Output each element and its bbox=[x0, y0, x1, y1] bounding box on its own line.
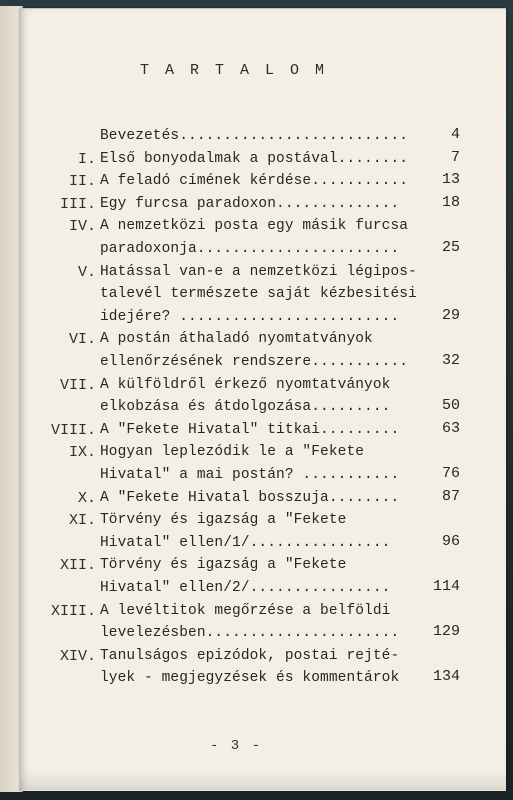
chapter-title-line: Tanulságos epizódok, postai rejté- bbox=[100, 647, 400, 664]
toc-line bbox=[38, 648, 470, 670]
toc-line bbox=[38, 377, 470, 399]
toc-line bbox=[38, 331, 470, 353]
toc-line bbox=[38, 399, 470, 421]
chapter-title-line: idejére? ......................... bbox=[100, 308, 400, 325]
chapter-title-line: Egy furcsa paradoxon.............. bbox=[100, 195, 400, 212]
toc-line bbox=[38, 354, 470, 376]
toc-line bbox=[38, 173, 470, 195]
chapter-title-line: A postán áthaladó nyomtatványok bbox=[100, 331, 373, 348]
chapter-page-number: 13 bbox=[441, 171, 460, 189]
toc-line bbox=[38, 444, 470, 466]
toc-line bbox=[38, 532, 470, 557]
page-bottom-shadow bbox=[20, 770, 506, 790]
chapter-page-number: 96 bbox=[441, 532, 460, 550]
chapter-page-number: 29 bbox=[441, 306, 460, 324]
toc-line bbox=[38, 512, 470, 534]
chapter-title-line: A "Fekete Hivatal bosszuja........ bbox=[100, 489, 400, 506]
toc-line bbox=[38, 241, 470, 263]
page-title: TARTALOM bbox=[140, 62, 341, 79]
toc-line bbox=[38, 580, 470, 602]
chapter-title-line: lyek - megjegyzések és kommentárok bbox=[100, 670, 400, 687]
chapter-number: XII. bbox=[59, 557, 96, 575]
chapter-title-line: Hatással van-e a nemzetközi légipos- bbox=[100, 263, 417, 280]
chapter-number: XIII. bbox=[50, 602, 96, 620]
chapter-title-line: A "Fekete Hivatal" titkai......... bbox=[100, 421, 400, 438]
chapter-title-line: A feladó címének kérdése........... bbox=[100, 173, 409, 190]
chapter-page-number: 50 bbox=[441, 397, 460, 415]
chapter-number: II. bbox=[68, 173, 96, 191]
chapter-number: IX. bbox=[68, 444, 96, 462]
toc-line bbox=[38, 670, 470, 692]
chapter-number: IV. bbox=[68, 218, 96, 236]
toc-line bbox=[38, 557, 470, 579]
chapter-page-number: 25 bbox=[441, 239, 460, 256]
toc-line bbox=[38, 306, 470, 331]
chapter-page-number: 7 bbox=[450, 148, 460, 166]
chapter-title-line: Bevezetés.......................... bbox=[100, 128, 409, 144]
chapter-title-line: ellenőrzésének rendszere........... bbox=[100, 354, 409, 370]
toc-line bbox=[38, 128, 470, 150]
toc-line bbox=[38, 286, 470, 308]
chapter-page-number: 32 bbox=[441, 352, 460, 369]
toc-line bbox=[38, 148, 470, 173]
toc-line bbox=[38, 625, 470, 647]
chapter-title-line: elkobzása és átdolgozása......... bbox=[100, 399, 391, 416]
chapter-page-number: 76 bbox=[441, 465, 460, 482]
chapter-title-line: A külföldről érkező nyomtatványok bbox=[100, 376, 391, 393]
chapter-page-number: 18 bbox=[441, 193, 460, 211]
chapter-page-number: 129 bbox=[432, 623, 460, 641]
page-number-footer: - 3 - bbox=[210, 738, 263, 754]
toc-line bbox=[38, 487, 470, 512]
chapter-title-line: A nemzetközi posta egy másik furcsa bbox=[100, 218, 409, 235]
chapter-page-number: 63 bbox=[441, 419, 460, 437]
chapter-number: III. bbox=[59, 195, 96, 213]
chapter-title-line: Törvény és igazság a "Fekete bbox=[100, 557, 347, 574]
toc-line bbox=[38, 218, 470, 240]
chapter-title-line: Hivatal" a mai postán? ........... bbox=[100, 467, 400, 483]
chapter-title-line: Hivatal" ellen/1/................ bbox=[100, 534, 391, 551]
toc-line bbox=[38, 419, 470, 444]
chapter-number: VIII. bbox=[50, 421, 96, 439]
toc-line bbox=[38, 264, 470, 286]
chapter-number: I. bbox=[77, 150, 96, 168]
chapter-number: X. bbox=[77, 489, 96, 507]
chapter-page-number: 114 bbox=[432, 578, 460, 595]
chapter-title-line: Törvény és igazság a "Fekete bbox=[100, 512, 347, 529]
chapter-number: XIV. bbox=[59, 647, 96, 665]
chapter-number: VI. bbox=[68, 331, 96, 349]
toc-line bbox=[38, 603, 470, 625]
chapter-title-line: Első bonyodalmak a postával........ bbox=[100, 150, 409, 167]
chapter-title-line: A levéltitok megőrzése a belföldi bbox=[100, 602, 391, 619]
chapter-page-number: 134 bbox=[432, 668, 460, 686]
chapter-page-number: 4 bbox=[450, 126, 460, 143]
chapter-title-line: paradoxonja....................... bbox=[100, 241, 400, 257]
chapter-title-line: talevél természete saját kézbesitési bbox=[100, 286, 417, 303]
chapter-page-number: 87 bbox=[441, 487, 460, 505]
toc-line bbox=[38, 467, 470, 489]
chapter-title-line: Hivatal" ellen/2/................ bbox=[100, 580, 391, 596]
chapter-number: XI. bbox=[68, 512, 96, 530]
chapter-number: VII. bbox=[59, 376, 96, 394]
chapter-number: V. bbox=[77, 263, 96, 281]
chapter-title-line: Hogyan leplezódik le a "Fekete bbox=[100, 444, 365, 461]
chapter-title-line: levelezésben...................... bbox=[100, 625, 400, 642]
toc-line bbox=[38, 193, 470, 218]
